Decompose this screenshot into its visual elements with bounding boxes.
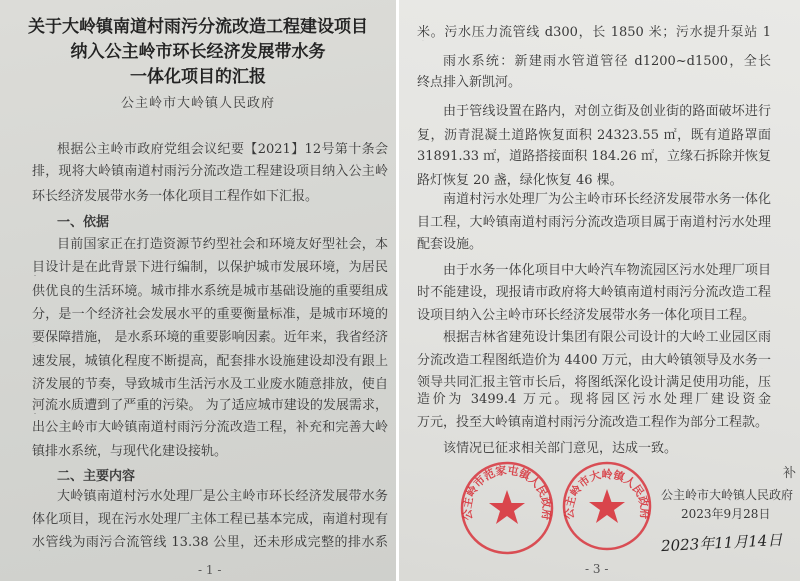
body-line: 镇排水系统，与现代化建设接轨。 — [32, 444, 228, 459]
body-line: 排，现将大岭镇南道村雨污分流改造工程建设项目纳入公主岭 — [32, 164, 388, 179]
seal-text: 公主岭市大岭镇人民政府 — [562, 467, 652, 520]
body-line: 环长经济发展带水务一体化项目工程作如下汇报。 — [32, 189, 319, 204]
body-line: 配套设施。 — [417, 237, 483, 252]
body-line: 水管线为雨污合流管线 13.38 公里，还未形成完整的排水系 — [32, 535, 388, 550]
body-line: 河流水质遭到了严重的污染。 为了适应城市建设的发展需求， — [32, 398, 388, 413]
body-line: 雨水系统：新建雨水管道管径 d1200~d1500，全长 — [443, 54, 771, 69]
body-line: 复，沥青混凝土道路恢复面积 24323.55 ㎡，既有道路罩面 — [417, 128, 771, 143]
body-line: 米。污水压力流管线 d300，长 1850 米；污水提升泵站 1 — [417, 25, 771, 40]
body-line: 该情况已征求相关部门意见，达成一致。 — [443, 441, 678, 456]
body-line: 造价为 3499.4 万元。现将园区污水处理厂建设资金 — [417, 392, 771, 407]
star-icon — [589, 489, 625, 523]
body-line: 根据吉林省建苑设计集团有限公司设计的大岭工业园区雨 — [443, 330, 771, 345]
body-line: 供优良的生活环境。城市排水系统是城市基础设施的重要组成 — [32, 284, 388, 299]
page-number: - 1 - — [198, 563, 222, 577]
body-line: 31891.33 ㎡，道路搭接面积 184.26 ㎡，立缘石拆除并恢复 — [417, 149, 771, 164]
body-line: 济发展的节奏，导致城市生活污水及工业废水随意排放，使自 — [32, 377, 388, 392]
body-line: 速发展，城镇化程度不断提高，配套排水设施建设却没有跟上 — [32, 354, 388, 369]
body-line: 根据公主岭市政府党组会议纪要【2021】12号第十条会 — [57, 142, 388, 157]
body-line: 时不能建设，现报请市政府将大岭镇南道村雨污分流改造工程 — [417, 285, 771, 300]
section-heading: 二、主要内容 — [57, 469, 136, 484]
signature-date: 2023年9月28日 — [681, 507, 771, 521]
signature-org: 公主岭市大岭镇人民政府 — [661, 488, 794, 502]
seal-text: 公主岭市范家屯镇人民政府 — [460, 463, 554, 521]
report-title-line: 纳入公主岭市环长经济发展带水务 — [70, 42, 326, 62]
body-line: 目设计是在此背景下进行编制，以保护城市发展环境，为居民 — [32, 260, 388, 275]
body-line: 体化项目，现在污水处理厂主体工程已基本完成，南道村现有 — [32, 512, 388, 527]
body-line: 终点排入新凯河。 — [417, 75, 522, 90]
margin-note: 补 — [783, 466, 797, 481]
handwritten-date: 2023年11月14日 — [660, 530, 783, 556]
body-line: 分流改造工程图纸造价为 4400 万元，由大岭镇领导及水务一 — [417, 353, 771, 368]
star-icon — [489, 490, 525, 524]
section-heading: 一、依据 — [57, 215, 110, 230]
body-line: 分，是一个经济社会发展水平的重要衡量标准，是城市环境的 — [32, 307, 388, 322]
body-line: 目工程，大岭镇南道村雨污分流改造项目属于南道村污水处理 — [417, 215, 771, 230]
body-line: 出公主岭市大岭镇南道村雨污分流改造工程，补充和完善大岭 — [32, 420, 388, 435]
body-line: 万元，投至大岭镇南道村雨污分流改造工程作为部分工程款。 — [417, 415, 769, 430]
issuer: 公主岭市大岭镇人民政府 — [120, 96, 275, 111]
body-line: 路灯恢复 20 盏，绿化恢复 46 棵。 — [417, 173, 623, 188]
report-title-line: 关于大岭镇南道村雨污分流改造工程建设项目 — [28, 17, 368, 37]
body-line: 由于水务一体化项目中大岭汽车物流园区污水处理厂项目 — [443, 263, 771, 278]
body-line: 由于管线设置在路内，对创立街及创业街的路面破坏进行 — [443, 104, 771, 119]
body-line: 大岭镇南道村污水处理厂是公主岭市环长经济发展带水务 — [57, 489, 388, 504]
body-line: 领导共同汇报主管市长后，将图纸深化设计满足使用功能，压 — [417, 375, 771, 390]
body-line: 设项目纳入公主岭市环长经济发展带水务一体化项目工程。 — [417, 308, 756, 323]
body-line: 目前国家正在打造资源节约型社会和环境友好型社会，本 — [57, 237, 388, 252]
document-page-3 — [399, 0, 800, 581]
report-title-line: 一体化项目的汇报 — [130, 67, 266, 87]
body-line: 南道村污水处理厂为公主岭市环长经济发展带水务一体化 — [443, 192, 771, 207]
official-seal-fanjiatun — [459, 460, 555, 556]
body-line: 要保障措施， 是水系环境的重要影响因素。近年来，我省经济 — [32, 330, 388, 345]
official-seal-daling — [561, 460, 653, 552]
page-number: - 3 - — [585, 562, 609, 576]
document-page-1 — [0, 0, 396, 581]
